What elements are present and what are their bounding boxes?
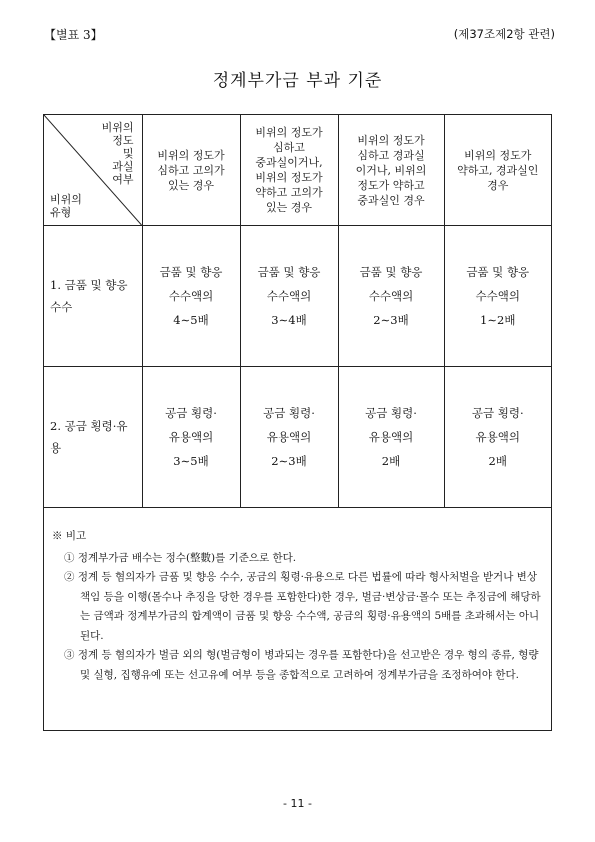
column-header: 비위의 정도가 심하고 중과실이거나, 비위의 정도가 약하고 고의가 있는 경우 xyxy=(240,115,338,226)
penalty-table xyxy=(44,115,551,508)
related-article: (제37조제2항 관련) xyxy=(453,27,555,41)
table-cell: 공금 횡령· 유용액의 3∼5배 xyxy=(142,367,240,508)
row-label: 2. 공금 횡령·유용 xyxy=(44,367,142,508)
column-header: 비위의 정도가 심하고 고의가 있는 경우 xyxy=(142,115,240,226)
page-title: 정계부가금 부과 기준 xyxy=(212,71,383,91)
table-cell: 공금 횡령· 유용액의 2배 xyxy=(444,367,551,508)
table-header-row xyxy=(44,115,551,226)
table-row xyxy=(44,226,551,367)
document-frame xyxy=(43,114,552,731)
column-header: 비위의 정도가 심하고 경과실 이거나, 비위의 정도가 약하고 중과실인 경우 xyxy=(338,115,444,226)
table-cell: 공금 횡령· 유용액의 2∼3배 xyxy=(240,367,338,508)
remark-item: ③ 정계 등 혐의자가 벌금 외의 형(벌금형이 병과되는 경우를 포함한다)을 선고받은 경우 형의 종류, 형량 및 실형, 집행유예 또는 선고유예 여부 등을 종합적으로 고려하여 정계부가금을 조정하여야 한다. xyxy=(64,649,539,681)
remarks-title: ※ 비고 xyxy=(52,530,87,542)
table-cell: 금품 및 향응 수수액의 3∼4배 xyxy=(240,226,338,367)
table-cell: 금품 및 향응 수수액의 1∼2배 xyxy=(444,226,551,367)
remark-item: ① 정계부가금 배수는 정수(整數)를 기준으로 한다. xyxy=(64,551,297,564)
remark-item: ② 정계 등 혐의자가 금품 및 향응 수수, 공금의 횡령·유용으로 다른 법률에 따라 형사처벌을 받거나 변상책임 등을 이행(몰수나 추징을 당한 경우를 포함한다)한 경우, 벌금·변상금·몰수 또는 추징금에 해당하는 금액과 정계부가금의 합계액이 금품 및 향응 수수액, 공금의 횡령·유용액의 5배를 초과해서는 아니 된다. xyxy=(64,571,541,642)
appendix-label: 【별표 3】 xyxy=(44,28,103,42)
table-cell: 공금 횡령· 유용액의 2배 xyxy=(338,367,444,508)
row-label: 1. 금품 및 향응 수수 xyxy=(44,226,142,367)
corner-bottom-label: 비위의 유형 xyxy=(50,193,82,219)
table-row xyxy=(44,367,551,508)
table-cell: 금품 및 향응 수수액의 4∼5배 xyxy=(142,226,240,367)
table-cell: 금품 및 향응 수수액의 2∼3배 xyxy=(338,226,444,367)
corner-top-label: 비위의 정도 및 과실 여부 xyxy=(101,121,134,186)
column-header: 비위의 정도가 약하고, 경과실인 경우 xyxy=(444,115,551,226)
corner-header-cell xyxy=(44,115,142,226)
remarks-section xyxy=(52,527,541,685)
page-number: - 11 - xyxy=(283,797,312,810)
